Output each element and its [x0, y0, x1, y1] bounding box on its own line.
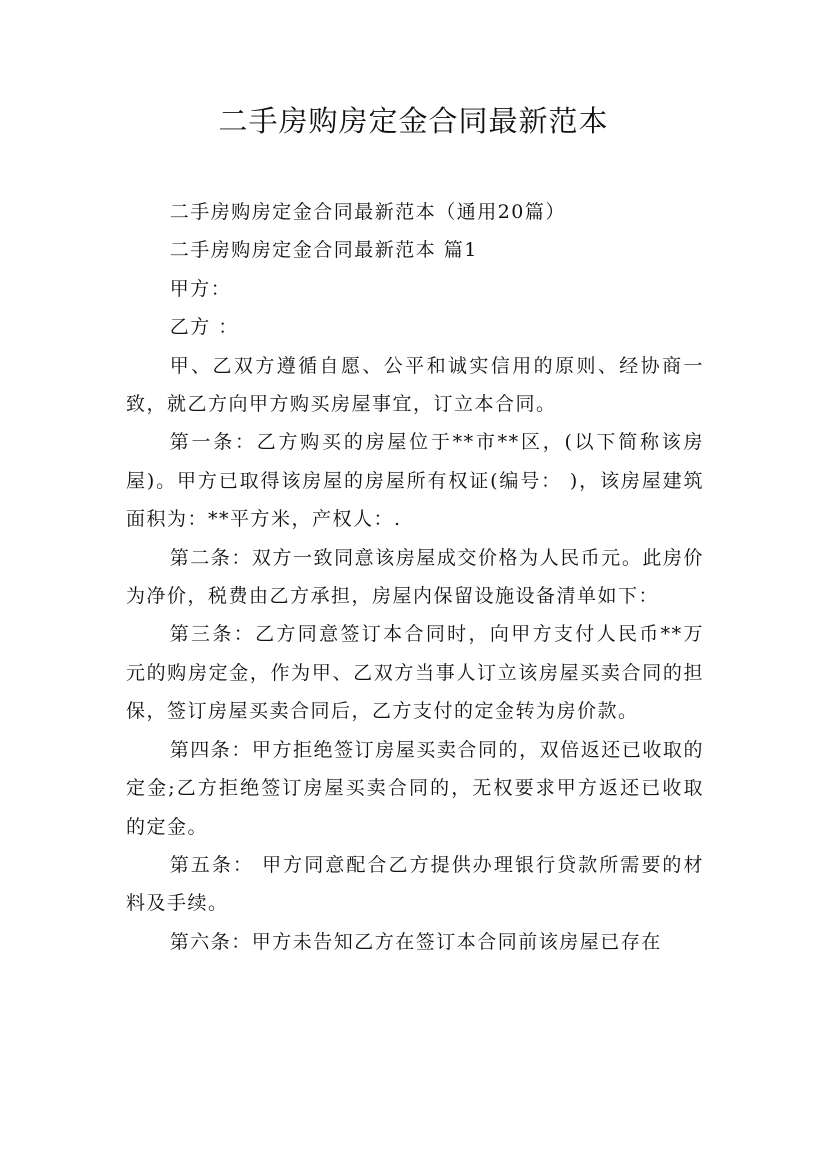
paragraph-party-b: 乙方 ：: [169, 316, 239, 339]
paragraph-article-2: 第二条：双方一致同意该房屋成交价格为人民币元。此房价为净价，税费由乙方承担，房屋内保留设施设备清单如下：: [126, 546, 704, 608]
paragraph-party-a: 甲方：: [169, 277, 232, 300]
paragraph-article-3: 第三条：乙方同意签订本合同时，向甲方支付人民币**万元的购房定金，作为甲、乙双方当事人订立该房屋买卖合同的担保，签订房屋买卖合同后，乙方支付的定金转为房价款。: [126, 623, 704, 723]
paragraph-article-1: 第一条：乙方购买的房屋位于**市**区，(以下简称该房屋)。甲方已取得该房屋的房屋所有权证(编号： )，该房屋建筑面积为：**平方米，产权人：.: [126, 431, 704, 531]
paragraph-article-5: 第五条： 甲方同意配合乙方提供办理银行贷款所需要的材料及手续。: [126, 853, 704, 915]
paragraph-article-6: 第六条：甲方未告知乙方在签订本合同前该房屋已存在: [169, 930, 662, 953]
paragraph-subtitle: 二手房购房定金合同最新范本（通用20篇）: [169, 201, 566, 223]
paragraph-article-4: 第四条：甲方拒绝签订房屋买卖合同的，双倍返还已收取的定金;乙方拒绝签订房屋买卖合同的，无权要求甲方返还已收取的定金。: [126, 738, 704, 838]
document-body: [126, 193, 704, 961]
paragraph-preamble: 甲、乙双方遵循自愿、公平和诚实信用的原则、经协商一致，就乙方向甲方购买房屋事宜，订立本合同。: [126, 354, 704, 416]
paragraph-section-heading: 二手房购房定金合同最新范本 篇1: [169, 239, 478, 262]
document-title: 二手房购房定金合同最新范本: [218, 104, 609, 138]
